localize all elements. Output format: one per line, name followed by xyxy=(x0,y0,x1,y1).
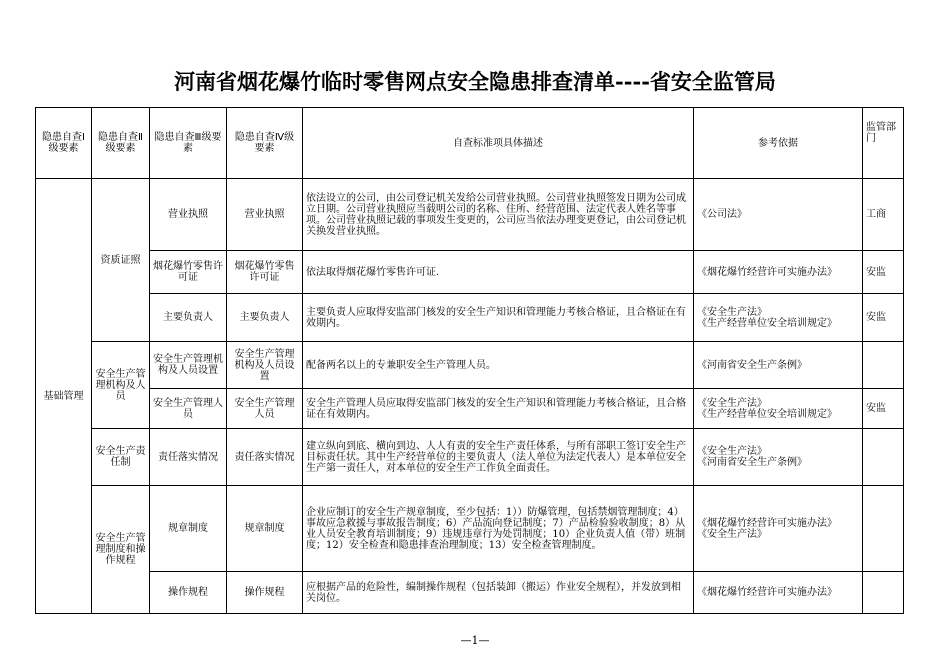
cell-level3: 主要负责人 xyxy=(150,294,227,342)
cell-basis: 《公司法》 xyxy=(694,179,863,251)
header-row xyxy=(36,108,904,179)
table-row xyxy=(36,429,904,486)
group-rules-and-procedures: 安全生产管理制度和操作规程 xyxy=(92,486,150,614)
page-title: 河南省烟花爆竹临时零售网点安全隐患排查清单----省安全监管局 xyxy=(174,69,776,94)
cell-description: 依法取得烟花爆竹零售许可证. xyxy=(303,251,694,294)
cell-department xyxy=(863,342,904,389)
cell-department: 工商 xyxy=(863,179,904,251)
header-level3: 隐患自查Ⅲ级要素 xyxy=(150,108,227,179)
cell-basis: 《安全生产法》 《生产经营单位安全培训规定》 xyxy=(694,294,863,342)
cell-level4: 操作规程 xyxy=(227,572,303,614)
cell-level3: 营业执照 xyxy=(150,179,227,251)
table-row xyxy=(36,294,904,342)
cell-basis: 《烟花爆竹经营许可实施办法》 xyxy=(694,572,863,614)
page-number: —1— xyxy=(460,634,490,647)
cell-level3: 安全生产管理机构及人员设置 xyxy=(150,342,227,389)
group-qualification: 资质证照 xyxy=(92,179,150,342)
cell-department xyxy=(863,429,904,486)
cell-basis: 《烟花爆竹经营许可实施办法》 xyxy=(694,251,863,294)
table-row xyxy=(36,389,904,429)
cell-department: 安监 xyxy=(863,294,904,342)
cell-level4: 主要负责人 xyxy=(227,294,303,342)
cell-description: 安全生产管理人员应取得安监部门核发的安全生产知识和管理能力考核合格证，且合格证在有效期内。 xyxy=(303,389,694,429)
cell-description: 企业应制订的安全生产规章制度，至少包括：1））防爆管理，包括禁烟管理制度；4）事故应急救援与事故报告制度；6）产品流向登记制度；7）产品检验验收制度；8）从业人员安全教育培训制度；9）违规违章行为处罚制度；10）企业负责人值（带）班制度；12）安全检查和隐患排查治理制度；13）安全检查管理制度。 xyxy=(303,486,694,572)
header-department: 监管部门 xyxy=(863,108,904,179)
cell-description: 主要负责人应取得安监部门核发的安全生产知识和管理能力考核合格证，且合格证在有效期内。 xyxy=(303,294,694,342)
cell-description: 配备两名以上的专兼职安全生产管理人员。 xyxy=(303,342,694,389)
cell-level4: 烟花爆竹零售许可证 xyxy=(227,251,303,294)
cell-department: 安监 xyxy=(863,251,904,294)
cell-level3: 烟花爆竹零售许可证 xyxy=(150,251,227,294)
header-description: 自查标准项具体描述 xyxy=(303,108,694,179)
cell-level4: 安全生产管理人员 xyxy=(227,389,303,429)
table-row xyxy=(36,179,904,251)
header-basis: 参考依据 xyxy=(694,108,863,179)
cell-basis: 《河南省安全生产条例》 xyxy=(694,342,863,389)
level1-basic-management: 基础管理 xyxy=(36,179,92,614)
cell-level3: 操作规程 xyxy=(150,572,227,614)
cell-department: 安监 xyxy=(863,389,904,429)
cell-department xyxy=(863,486,904,572)
header-level1: 隐患自查Ⅰ级要素 xyxy=(36,108,92,179)
cell-basis: 《安全生产法》 《生产经营单位安全培训规定》 xyxy=(694,389,863,429)
header-level2: 隐患自查Ⅱ级要素 xyxy=(92,108,150,179)
table-row xyxy=(36,572,904,614)
cell-level4: 责任落实情况 xyxy=(227,429,303,486)
table-row xyxy=(36,486,904,572)
cell-description: 建立纵向到底、横向到边、人人有责的安全生产责任体系，与所有部职工签订安全生产目标责任状。其中生产经营单位的主要负责人（法人单位为法定代表人）是本单位安全生产第一责任人，对本单位的安全生产工作负全面责任。 xyxy=(303,429,694,486)
group-safety-organization: 安全生产管理机构及人员 xyxy=(92,342,150,429)
group-responsibility-system: 安全生产责任制 xyxy=(92,429,150,486)
cell-description: 依法设立的公司，由公司登记机关发给公司营业执照。公司营业执照签发日期为公司成立日期。公司营业执照应当载明公司的名称、住所、经营范围、法定代表人姓名等事项。公司营业执照记载的事项发生变更的，公司应当依法办理变更登记，由公司登记机关换发营业执照。 xyxy=(303,179,694,251)
hazard-checklist-table xyxy=(35,107,904,614)
header-level4: 隐患自查Ⅳ级要素 xyxy=(227,108,303,179)
cell-department xyxy=(863,572,904,614)
cell-description: 应根据产品的危险性，编制操作规程（包括装卸（搬运）作业安全规程），并发放到相关岗位。 xyxy=(303,572,694,614)
table-row xyxy=(36,251,904,294)
cell-level3: 规章制度 xyxy=(150,486,227,572)
table-row xyxy=(36,342,904,389)
cell-level4: 规章制度 xyxy=(227,486,303,572)
cell-level4: 营业执照 xyxy=(227,179,303,251)
cell-basis: 《安全生产法》 《河南省安全生产条例》 xyxy=(694,429,863,486)
cell-basis: 《烟花爆竹经营许可实施办法》 《安全生产法》 xyxy=(694,486,863,572)
cell-level3: 安全生产管理人员 xyxy=(150,389,227,429)
cell-level4: 安全生产管理机构及人员设置 xyxy=(227,342,303,389)
cell-level3: 责任落实情况 xyxy=(150,429,227,486)
